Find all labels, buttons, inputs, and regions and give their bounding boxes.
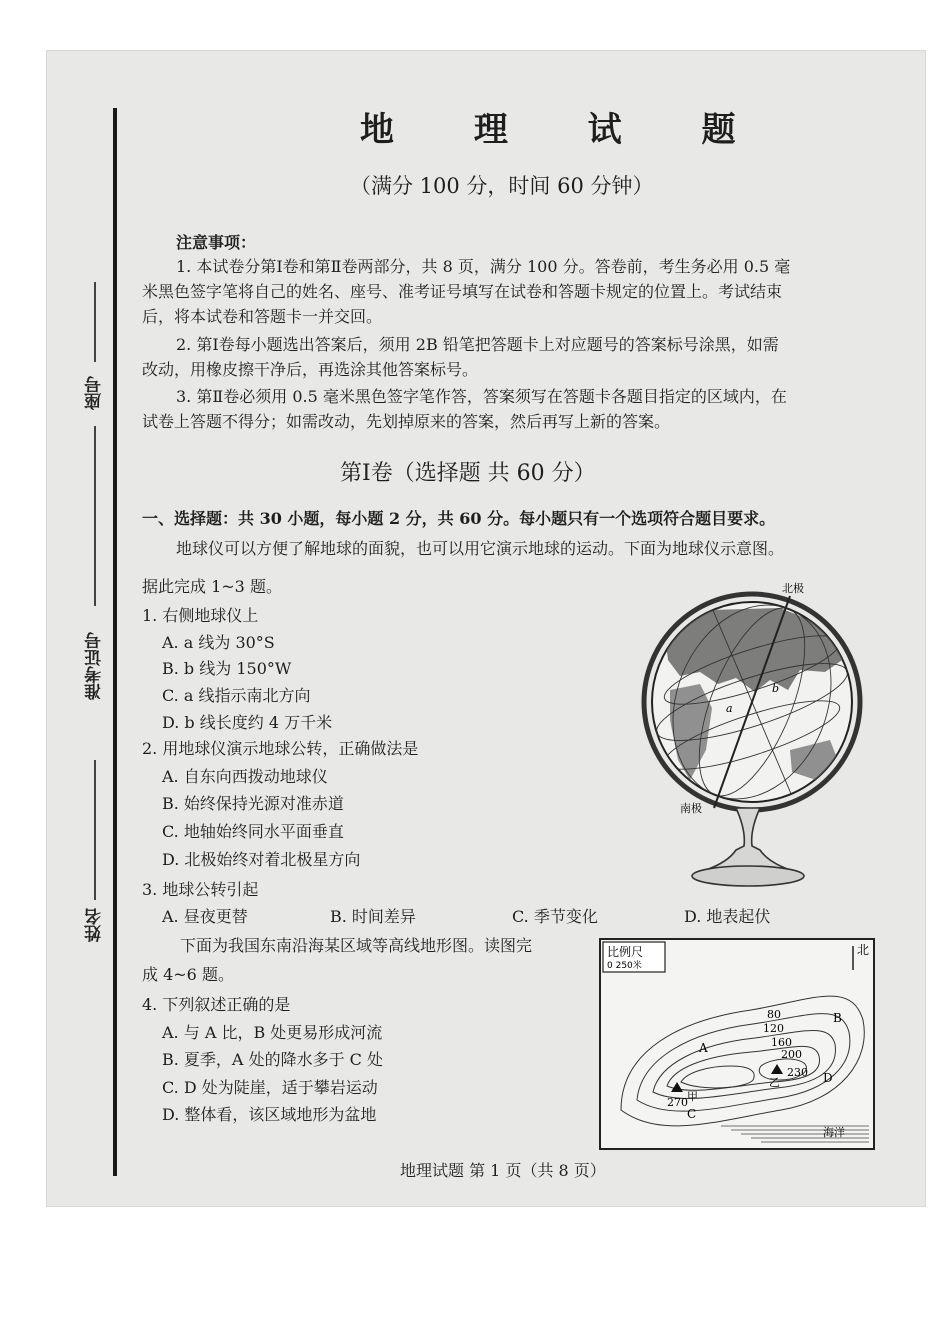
question-option: D. 整体看，该区域地形为盆地 xyxy=(162,1105,377,1124)
globe-stand xyxy=(706,808,790,870)
contour-label: 200 xyxy=(781,1048,802,1061)
page-subtitle: （满分 100 分，时间 60 分钟） xyxy=(350,174,654,198)
intro-text: 下面为我国东南沿海某区域等高线地形图。读图完 xyxy=(180,936,533,955)
notice-line: 改动，用橡皮擦干净后，再选涂其他答案标号。 xyxy=(142,360,479,379)
notice-heading: 注意事项： xyxy=(176,233,257,252)
scale-title: 比例尺 xyxy=(607,945,644,959)
question-option: A. 昼夜更替 xyxy=(162,907,248,926)
globe-illustration xyxy=(640,580,880,900)
point-label: D xyxy=(823,1071,833,1085)
point-label: C xyxy=(687,1107,697,1121)
question-stem: 4. 下列叙述正确的是 xyxy=(142,995,291,1014)
notice-line: 后，将本试卷和答题卡一并交回。 xyxy=(142,307,383,326)
peak-height: 230 xyxy=(787,1066,808,1079)
north-label: 北 xyxy=(857,943,870,957)
notice-line: 米黑色签字笔将自己的姓名、座号、准考证号填写在试卷和答题卡规定的位置上。考试结束 xyxy=(142,282,783,301)
question-option: A. a 线为 30°S xyxy=(162,633,275,652)
page-footer: 地理试题 第 1 页（共 8 页） xyxy=(400,1161,606,1180)
question-stem: 1. 右侧地球仪上 xyxy=(142,606,259,625)
question-option: B. b 线为 150°W xyxy=(162,659,292,678)
question-option: D. 地表起伏 xyxy=(684,907,771,926)
intro-text: 据此完成 1~3 题。 xyxy=(142,577,282,596)
page-title: 地 理 试 题 xyxy=(360,110,770,150)
seat-label: 座号 xyxy=(85,376,105,410)
exam-id-line xyxy=(94,426,96,606)
peak-marker xyxy=(671,1082,683,1092)
contour-label: 80 xyxy=(767,1008,781,1021)
name-label: 姓名 xyxy=(85,908,105,942)
question-option: D. 北极始终对着北极星方向 xyxy=(162,850,361,869)
contour-map-svg xyxy=(601,940,873,1148)
question-option: C. 地轴始终同水平面垂直 xyxy=(162,822,344,841)
seat-line xyxy=(94,282,96,362)
point-label: B xyxy=(833,1011,842,1025)
notice-line: 3. 第Ⅱ卷必须用 0.5 毫米黑色签字笔作答，答案须写在答题卡各题目指定的区域内，在 xyxy=(176,387,787,406)
peak-height: 270 xyxy=(667,1096,688,1109)
question-option: C. a 线指示南北方向 xyxy=(162,686,311,705)
question-option: A. 自东向西拨动地球仪 xyxy=(162,767,328,786)
question-option: D. b 线长度约 4 万千米 xyxy=(162,713,333,732)
sea-label: 海洋 xyxy=(823,1126,845,1139)
notice-line: 试卷上答题不得分；如需改动，先划掉原来的答案，然后再写上新的答案。 xyxy=(142,412,671,431)
question-stem: 3. 地球公转引起 xyxy=(142,880,259,899)
question-option: B. 始终保持光源对准赤道 xyxy=(162,794,344,813)
question-option: C. D 处为陡崖，适于攀岩运动 xyxy=(162,1078,378,1097)
contour-label: 160 xyxy=(771,1036,792,1049)
peak-name: 甲 xyxy=(687,1090,698,1103)
section-heading: 第Ⅰ卷（选择题 共 60 分） xyxy=(340,461,596,486)
line-b-label: b xyxy=(772,682,780,695)
exam-id-label: 准考证号 xyxy=(85,632,105,700)
section-instruction: 一、选择题：共 30 小题，每小题 2 分，共 60 分。每小题只有一个选项符合题目要求。 xyxy=(142,509,776,528)
notice-line: 2. 第Ⅰ卷每小题选出答案后，须用 2B 铅笔把答题卡上对应题号的答案标号涂黑，如需 xyxy=(176,335,779,354)
peak-marker xyxy=(771,1064,783,1074)
notice-line: 1. 本试卷分第Ⅰ卷和第Ⅱ卷两部分，共 8 页，满分 100 分。答卷前，考生务必用 0.5 毫 xyxy=(176,257,791,276)
point-label: A xyxy=(699,1041,708,1055)
intro-text: 成 4~6 题。 xyxy=(142,965,234,984)
question-option: C. 季节变化 xyxy=(512,907,598,926)
question-option: B. 时间差异 xyxy=(330,907,416,926)
question-option: B. 夏季，A 处的降水多于 C 处 xyxy=(162,1050,383,1069)
peak-name: 乙 xyxy=(769,1076,780,1089)
scale-text: 0 250米 xyxy=(607,961,642,971)
globe-base xyxy=(692,866,804,886)
contour-map xyxy=(599,938,875,1150)
globe-svg xyxy=(640,580,880,900)
line-a-label: a xyxy=(726,702,733,715)
binding-line xyxy=(113,108,117,1176)
name-line xyxy=(94,760,96,900)
question-stem: 2. 用地球仪演示地球公转，正确做法是 xyxy=(142,739,419,758)
contour-label: 120 xyxy=(763,1022,784,1035)
north-pole-label: 北极 xyxy=(782,582,804,595)
intro-text: 地球仪可以方便了解地球的面貌，也可以用它演示地球的运动。下面为地球仪示意图。 xyxy=(176,539,785,558)
question-option: A. 与 A 比，B 处更易形成河流 xyxy=(162,1023,383,1042)
south-pole-label: 南极 xyxy=(680,802,702,815)
